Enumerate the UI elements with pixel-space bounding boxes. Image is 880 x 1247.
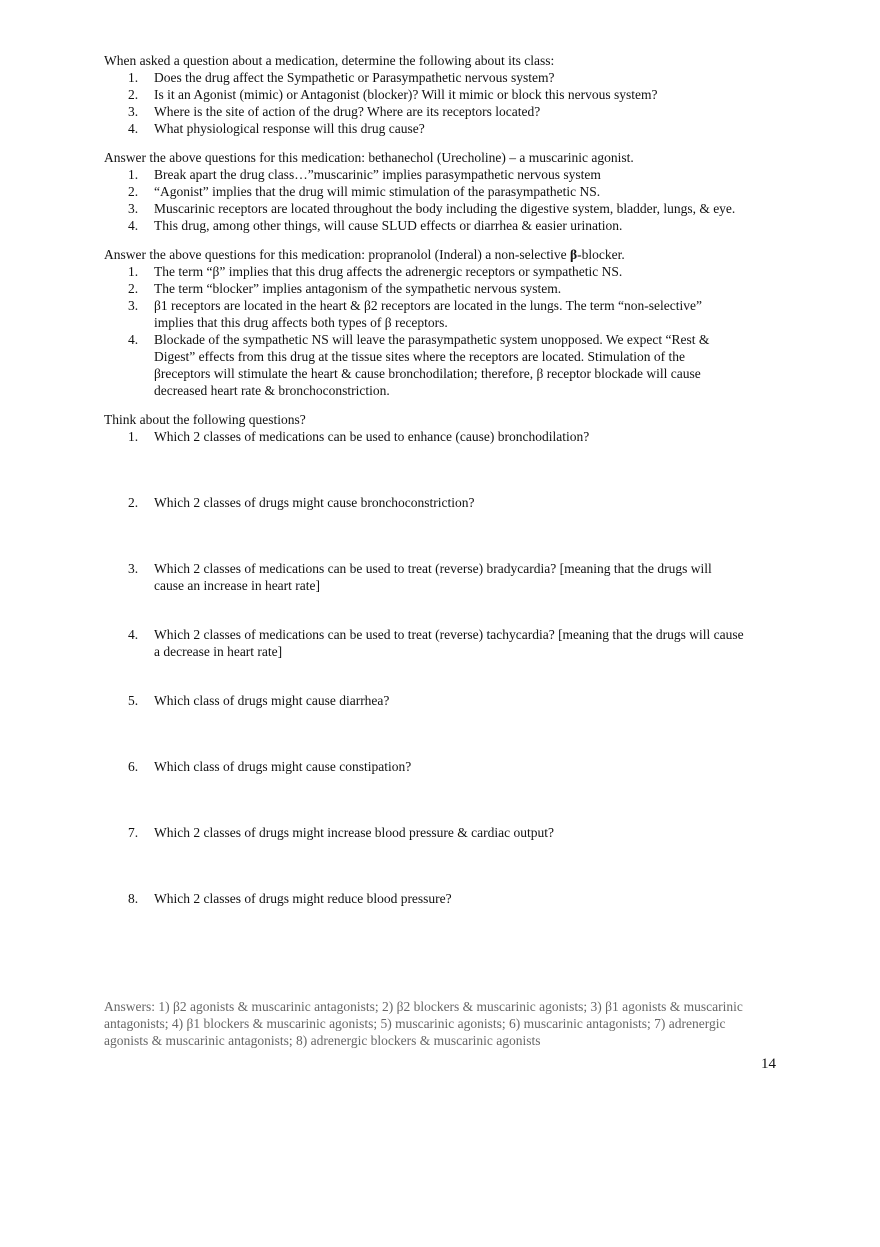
question-text: Which 2 classes of medications can be used to treat (reverse) tachycardia? [meaning that the drugs will cause a decrease in heart rate] xyxy=(154,627,744,659)
list-item xyxy=(104,69,744,86)
list-item xyxy=(104,331,744,399)
list-text: “Agonist” implies that the drug will mimic stimulation of the parasympathetic NS. xyxy=(154,184,601,199)
question-number: 6. xyxy=(128,759,139,774)
list-number: 2. xyxy=(128,87,139,102)
list-text: Does the drug affect the Sympathetic or Parasympathetic nervous system? xyxy=(154,70,555,85)
list-number: 4. xyxy=(128,218,139,233)
list-text: Muscarinic receptors are located throughout the body including the digestive system, bladder, lungs, & eye. xyxy=(154,201,736,216)
question-number: 7. xyxy=(128,825,139,840)
list-item xyxy=(104,183,744,200)
list-item xyxy=(104,103,744,120)
question-text: Which 2 classes of drugs might reduce blood pressure? xyxy=(154,891,452,906)
list-text: The term “β” implies that this drug affects the adrenergic receptors or sympathetic NS. xyxy=(154,264,623,279)
list-number: 3. xyxy=(128,104,139,119)
list-text: Blockade of the sympathetic NS will leave the parasympathetic system unopposed. We expect “Rest & Digest” effects from this drug at the tissue sites where the receptors are located. Stimulation of the βreceptors will stimulate the heart & cause bronchodilation; therefore, β receptor blockade will cause decreased heart rate & bronchoconstriction. xyxy=(154,332,710,398)
question-item xyxy=(104,890,744,928)
question-text: Which class of drugs might cause diarrhea? xyxy=(154,693,390,708)
section-intro: Answer the above questions for this medication: bethanechol (Urecholine) – a muscarinic agonist. xyxy=(104,150,634,165)
question-item xyxy=(104,560,744,626)
list-text: β1 receptors are located in the heart & β2 receptors are located in the lungs. The term “non-selective” implies that this drug affects both types of β receptors. xyxy=(154,298,703,330)
section-intro xyxy=(104,246,744,263)
intro-text-end: -blocker. xyxy=(577,247,625,262)
page-number: 14 xyxy=(761,1056,776,1072)
section-think-questions xyxy=(104,411,744,928)
question-number: 5. xyxy=(128,693,139,708)
section-propranolol xyxy=(104,246,744,399)
question-number: 8. xyxy=(128,891,139,906)
question-text: Which class of drugs might cause constipation? xyxy=(154,759,412,774)
list-number: 3. xyxy=(128,298,139,313)
section-class-questions xyxy=(104,52,744,137)
list-text: What physiological response will this drug cause? xyxy=(154,121,425,136)
question-list xyxy=(104,428,744,928)
numbered-list xyxy=(104,263,744,399)
question-item xyxy=(104,626,744,692)
list-number: 1. xyxy=(128,264,139,279)
list-item xyxy=(104,263,744,280)
answer-key: Answers: 1) β2 agonists & muscarinic antagonists; 2) β2 blockers & muscarinic agonists; 3) β1 agonists & muscarinic antagonists; 4) β1 blockers & muscarinic agonists; 5) muscarinic agonists; 6) muscarinic antagonists; 7) adrenergic agonists & muscarinic antagonists; 8) adrenergic blockers & muscarinic agonists xyxy=(104,998,743,1048)
document-body xyxy=(104,52,744,940)
question-item xyxy=(104,824,744,890)
list-text: The term “blocker” implies antagonism of the sympathetic nervous system. xyxy=(154,281,562,296)
list-text: Break apart the drug class…”muscarinic” implies parasympathetic nervous system xyxy=(154,167,601,182)
list-text: Where is the site of action of the drug? Where are its receptors located? xyxy=(154,104,541,119)
numbered-list xyxy=(104,166,744,234)
intro-text: Answer the above questions for this medication: propranolol (Inderal) a non-selective xyxy=(104,247,570,262)
list-item xyxy=(104,200,744,217)
list-number: 2. xyxy=(128,184,139,199)
section-bethanechol xyxy=(104,149,744,234)
question-number: 1. xyxy=(128,429,139,444)
question-text: Which 2 classes of drugs might increase blood pressure & cardiac output? xyxy=(154,825,555,840)
list-item xyxy=(104,280,744,297)
list-text: This drug, among other things, will cause SLUD effects or diarrhea & easier urination. xyxy=(154,218,623,233)
question-item xyxy=(104,758,744,824)
list-item xyxy=(104,86,744,103)
question-text: Which 2 classes of medications can be used to enhance (cause) bronchodilation? xyxy=(154,429,590,444)
question-text: Which 2 classes of drugs might cause bronchoconstriction? xyxy=(154,495,475,510)
section-intro: When asked a question about a medication, determine the following about its class: xyxy=(104,53,555,68)
list-item xyxy=(104,166,744,183)
numbered-list xyxy=(104,69,744,137)
section-intro: Think about the following questions? xyxy=(104,412,306,427)
beta-symbol: β xyxy=(569,247,578,262)
list-item xyxy=(104,217,744,234)
question-number: 2. xyxy=(128,495,139,510)
list-number: 1. xyxy=(128,70,139,85)
list-item xyxy=(104,297,744,331)
list-number: 3. xyxy=(128,201,139,216)
list-number: 2. xyxy=(128,281,139,296)
list-number: 4. xyxy=(128,332,139,347)
list-number: 1. xyxy=(128,167,139,182)
list-item xyxy=(104,120,744,137)
question-number: 3. xyxy=(128,561,139,576)
question-item xyxy=(104,494,744,560)
question-text: Which 2 classes of medications can be used to treat (reverse) bradycardia? [meaning that the drugs will cause an increase in heart rate] xyxy=(154,561,712,593)
question-item xyxy=(104,428,744,494)
list-text: Is it an Agonist (mimic) or Antagonist (blocker)? Will it mimic or block this nervous system? xyxy=(154,87,658,102)
question-item xyxy=(104,692,744,758)
question-number: 4. xyxy=(128,627,139,642)
list-number: 4. xyxy=(128,121,139,136)
